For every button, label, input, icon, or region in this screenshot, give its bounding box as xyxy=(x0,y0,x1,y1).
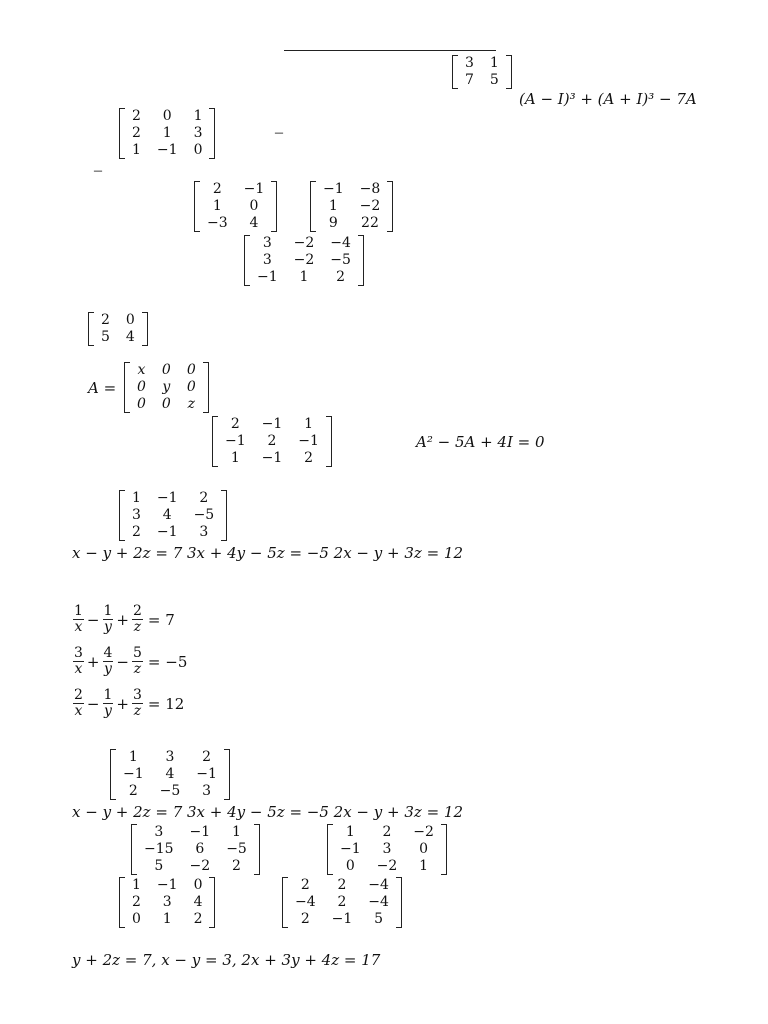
fraction xyxy=(132,688,143,719)
matrix-cell: 2 xyxy=(132,125,141,141)
matrix-cell: −1 xyxy=(196,766,217,782)
matrix-cell: 4 xyxy=(249,215,259,231)
matrix-cell: 2 xyxy=(132,108,141,124)
matrix-cell: −4 xyxy=(368,894,389,910)
matrix-3x3-e xyxy=(110,749,230,800)
matrix-cell: 0 xyxy=(125,312,135,328)
equation-rhs: = 7 xyxy=(147,610,175,629)
fraction xyxy=(73,646,84,677)
matrix-cell: 3 xyxy=(165,749,175,765)
matrix-2x2-b xyxy=(88,312,148,346)
matrix-cell: −4 xyxy=(368,877,389,893)
matrix-cell: −2 xyxy=(189,858,211,874)
matrix-cell: 4 xyxy=(165,766,175,782)
matrix-cell: 2 xyxy=(232,858,241,874)
matrix-cell: x xyxy=(137,362,146,378)
matrix-cell: 1 xyxy=(328,198,338,214)
operator: + xyxy=(116,610,129,629)
matrix-cell: 0 xyxy=(345,858,355,874)
matrix-cell: 0 xyxy=(249,198,259,214)
matrix-cell: −4 xyxy=(330,235,351,251)
matrix-cell: 1 xyxy=(230,450,240,466)
matrix-cell: 2 xyxy=(199,490,209,506)
numerator: 2 xyxy=(133,603,142,619)
matrix-cell: 1 xyxy=(128,749,138,765)
matrix-cell: 3 xyxy=(465,55,474,71)
matrix-cell: −15 xyxy=(144,841,174,857)
matrix-cell: −1 xyxy=(156,524,178,540)
matrix-cell: 0 xyxy=(137,379,146,395)
matrix-cell: 0 xyxy=(161,396,171,412)
denominator: y xyxy=(104,703,112,719)
matrix-cell: 0 xyxy=(162,108,172,124)
matrix-cell: 2 xyxy=(300,877,310,893)
matrix-cell: 2 xyxy=(267,433,277,449)
matrix-cell: 3 xyxy=(262,252,272,268)
matrix-cell: 5 xyxy=(374,911,384,927)
numerator: 1 xyxy=(103,603,113,619)
numerator: 3 xyxy=(133,687,142,703)
matrix-cell: 0 xyxy=(137,396,146,412)
matrix-cell: −2 xyxy=(359,198,381,214)
equation-quadratic: A² − 5A + 4I = 0 xyxy=(416,433,545,451)
matrix-cell: 1 xyxy=(304,416,314,432)
fraction xyxy=(132,646,143,677)
operator: + xyxy=(116,694,129,713)
expression-cubes: (A − I)³ + (A + I)³ − 7A xyxy=(519,90,697,108)
matrix-3x3-c xyxy=(212,416,332,467)
matrix-3x3-i xyxy=(282,877,402,928)
matrix-cell: 2 xyxy=(212,181,222,197)
matrix-cell: 0 xyxy=(132,911,141,927)
operator: − xyxy=(116,652,129,671)
matrix-3x3-b xyxy=(244,235,364,286)
matrix-cell: 3 xyxy=(154,824,164,840)
matrix-cell: 1 xyxy=(132,877,141,893)
matrix-cell: 1 xyxy=(489,55,499,71)
fraction-equation xyxy=(72,646,189,677)
matrix-cell: 3 xyxy=(193,125,203,141)
matrix-cell: −5 xyxy=(193,507,215,523)
matrix-3x3-g xyxy=(327,824,447,875)
numerator: 1 xyxy=(103,687,113,703)
operator: − xyxy=(86,610,100,629)
matrix-cell: 3 xyxy=(382,841,392,857)
matrix-cell: 2 xyxy=(193,911,203,927)
matrix-cell: −5 xyxy=(226,841,247,857)
matrix-cell: 1 xyxy=(212,198,222,214)
matrix-cell: −1 xyxy=(298,433,319,449)
matrix-cell: y xyxy=(162,379,171,395)
top-rule xyxy=(284,50,496,51)
numerator: 1 xyxy=(74,603,83,619)
matrix-cell: 5 xyxy=(489,72,499,88)
matrix-3x3-h xyxy=(119,877,215,928)
fraction-equation xyxy=(72,604,177,635)
matrix-cell: z xyxy=(187,396,195,412)
matrix-cell: 2 xyxy=(132,894,141,910)
matrix-cell: 2 xyxy=(101,312,110,328)
matrix-cell: 1 xyxy=(232,824,241,840)
matrix-cell: −4 xyxy=(295,894,316,910)
matrix-cell: −1 xyxy=(156,142,178,158)
matrix-cell: 1 xyxy=(299,269,309,285)
denominator: x xyxy=(74,703,83,719)
matrix-cell: 0 xyxy=(186,379,196,395)
matrix-cell: 3 xyxy=(262,235,272,251)
matrix-cell: 4 xyxy=(162,507,172,523)
fraction xyxy=(73,688,84,719)
matrix-cell: 3 xyxy=(132,507,141,523)
denominator: z xyxy=(133,703,142,719)
linear-system-3: y + 2z = 7, x − y = 3, 2x + 3y + 4z = 17 xyxy=(72,951,381,969)
matrix-cell: −2 xyxy=(293,252,315,268)
matrix-cell: −5 xyxy=(330,252,351,268)
operator: − xyxy=(86,694,100,713)
matrix-cell: −8 xyxy=(359,181,381,197)
matrix-a-diagonal xyxy=(124,362,209,413)
matrix-cell: 2 xyxy=(132,524,141,540)
matrix-cell: 7 xyxy=(465,72,474,88)
matrix-cell: 0 xyxy=(186,362,196,378)
matrix-3x2-b xyxy=(310,181,393,232)
matrix-cell: 3 xyxy=(199,524,209,540)
matrix-cell: 0 xyxy=(193,877,203,893)
denominator: z xyxy=(133,619,142,635)
matrix-3x2-a xyxy=(194,181,277,232)
matrix-cell: −1 xyxy=(123,766,144,782)
matrix-cell: 9 xyxy=(328,215,338,231)
linear-system-1: x − y + 2z = 7 3x + 4y − 5z = −5 2x − y + 3z = 12 xyxy=(72,544,463,562)
linear-system-2: x − y + 2z = 7 3x + 4y − 5z = −5 2x − y + 3z = 12 xyxy=(72,803,463,821)
operator: + xyxy=(86,652,100,671)
denominator: x xyxy=(74,619,83,635)
numerator: 4 xyxy=(103,645,113,661)
matrix-cell: 4 xyxy=(125,329,135,345)
matrix-cell: −1 xyxy=(156,877,178,893)
fraction xyxy=(132,604,143,635)
matrix-cell: 1 xyxy=(132,490,141,506)
matrix-cell: 5 xyxy=(154,858,164,874)
matrix-cell: −1 xyxy=(225,433,246,449)
matrix-a-label: A = xyxy=(88,379,117,397)
matrix-cell: −1 xyxy=(243,181,265,197)
fraction xyxy=(103,604,114,635)
matrix-cell: 0 xyxy=(419,841,429,857)
denominator: x xyxy=(74,661,83,677)
matrix-cell: 6 xyxy=(195,841,205,857)
matrix-cell: 2 xyxy=(337,877,347,893)
matrix-cell: 2 xyxy=(382,824,392,840)
matrix-cell: −1 xyxy=(257,269,278,285)
matrix-cell: 1 xyxy=(162,125,172,141)
matrix-cell: 1 xyxy=(162,911,172,927)
matrix-cell: 3 xyxy=(162,894,172,910)
matrix-cell: 2 xyxy=(300,911,310,927)
matrix-cell: −1 xyxy=(189,824,211,840)
matrix-cell: 22 xyxy=(361,215,379,231)
fraction xyxy=(73,604,84,635)
fraction-equation xyxy=(72,688,186,719)
matrix-cell: −1 xyxy=(331,911,353,927)
matrix-cell: 0 xyxy=(161,362,171,378)
matrix-cell: −1 xyxy=(261,416,283,432)
matrix-cell: −1 xyxy=(261,450,283,466)
numerator: 3 xyxy=(74,645,83,661)
matrix-3x3-a xyxy=(119,108,215,159)
matrix-cell: 3 xyxy=(202,783,212,799)
matrix-cell: 0 xyxy=(193,142,203,158)
matrix-2x2-top xyxy=(452,55,512,89)
matrix-cell: −1 xyxy=(156,490,178,506)
matrix-3x3-f xyxy=(131,824,260,875)
matrix-cell: 4 xyxy=(193,894,203,910)
equation-rhs: = −5 xyxy=(147,652,188,671)
matrix-cell: −3 xyxy=(207,215,228,231)
matrix-cell: 2 xyxy=(336,269,346,285)
matrix-cell: 2 xyxy=(337,894,347,910)
matrix-cell: −2 xyxy=(376,858,398,874)
fraction xyxy=(103,688,114,719)
numerator: 5 xyxy=(133,645,142,661)
matrix-3x3-d xyxy=(119,490,227,541)
matrix-cell: 2 xyxy=(230,416,240,432)
fraction xyxy=(103,646,114,677)
matrix-cell: 2 xyxy=(128,783,138,799)
equation-rhs: = 12 xyxy=(147,694,185,713)
matrix-cell: −5 xyxy=(159,783,181,799)
matrix-cell: −2 xyxy=(413,824,434,840)
matrix-cell: 1 xyxy=(345,824,355,840)
matrix-cell: 1 xyxy=(132,142,141,158)
matrix-cell: 1 xyxy=(419,858,429,874)
matrix-cell: 1 xyxy=(193,108,203,124)
matrix-cell: −1 xyxy=(323,181,344,197)
matrix-cell: 2 xyxy=(202,749,212,765)
matrix-cell: −2 xyxy=(293,235,315,251)
matrix-cell: −1 xyxy=(340,841,361,857)
dash-mark: – xyxy=(94,162,102,179)
matrix-cell: 5 xyxy=(101,329,110,345)
denominator: y xyxy=(104,661,112,677)
denominator: z xyxy=(133,661,142,677)
matrix-cell: 2 xyxy=(304,450,314,466)
numerator: 2 xyxy=(74,687,83,703)
denominator: y xyxy=(104,619,112,635)
dash-mark: – xyxy=(275,124,283,141)
